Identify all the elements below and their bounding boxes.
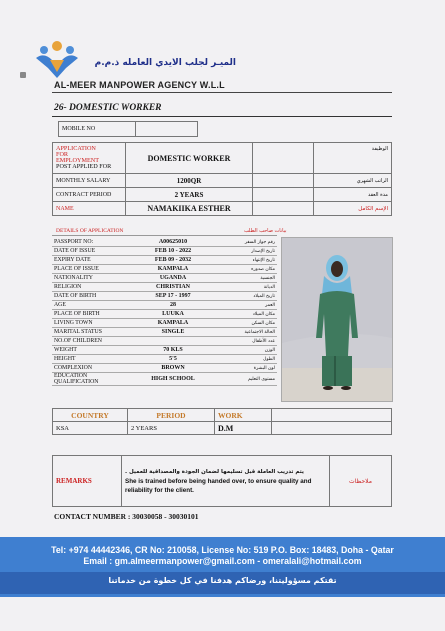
footer-address: Tel: +974 44442346, CR No: 210058, License No: 519 P.O. Box: 18483, Doha - Qatar [51,545,394,555]
detail-label-ar: مكان السكن [218,319,277,328]
detail-label-ar: تاريخ الإنتهاء [218,256,277,265]
detail-row [52,274,277,283]
footer-email: Email : gm.almeermanpower@gmail.com - omeralali@hotmail.com [83,556,362,566]
footer-slogan: تقتكم مسؤوليتنا، ورضاكم هدفنا في كل خطوة من خدماتنا [108,576,337,585]
detail-label-ar: الطول [218,355,277,364]
detail-value: 28 [128,301,218,310]
mobile-label: MOBILE NO [59,122,136,137]
detail-label-ar: عدد الأطفال [218,337,277,346]
detail-row [52,337,277,346]
remarks-label-ar: ملاحظات [330,456,392,507]
detail-label-ar: مكان الميلاد [218,310,277,319]
detail-label-ar: رقم جواز السفر [218,238,277,247]
detail-row [52,265,277,274]
detail-label-ar: مكان صدوره [218,265,277,274]
detail-value: 5'5 [128,355,218,364]
remarks-text-en: She is trained before being handed over, to ensure quality and reliability for the client. [125,477,312,494]
detail-label: PLACE OF ISSUE [52,265,128,274]
detail-label: NO.OF CHILDREN [52,337,128,346]
detail-value: KAMPALA [128,265,218,274]
application-label-line3: EMPLOYMENT [56,157,99,164]
experience-table [52,408,392,435]
remarks-text-ar: يتم تدريب العاملة قبل تسليمها لضمان الجودة والمصداقية للعميل . [125,468,304,475]
application-label-line2: FOR [56,151,69,158]
mobile-value [136,122,198,137]
detail-label: WEIGHT [52,346,128,355]
agency-name-arabic: الميـر لجلب الايدي العامله ذ.م.م [94,58,236,68]
agency-name-english: AL-MEER MANPOWER AGENCY W.L.L [54,80,225,90]
position-value: DOMESTIC WORKER [126,143,253,174]
application-table [52,142,392,216]
detail-label: COMPLEXION [52,364,128,373]
detail-label: EDUCATION QUALIFICATION [52,373,128,386]
salary-value: 1200QR [126,174,253,188]
country-value: KSA [53,422,128,435]
detail-row [52,292,277,301]
detail-label: PASSPORT NO: [52,238,128,247]
detail-label-ar: لون البشرة [218,364,277,373]
detail-row [52,364,277,373]
details-header: DETAILS OF APPLICATION [56,228,124,234]
salary-label-ar: الراتب الشهري [314,174,392,188]
contract-value: 2 YEARS [126,188,253,202]
application-label-line1: APPLICATION [56,145,96,152]
mobile-table [58,121,198,137]
contact-number: CONTACT NUMBER : 30030058 - 30030101 [54,512,199,521]
detail-label-ar: الوزن [218,346,277,355]
detail-value: UGANDA [128,274,218,283]
detail-label-ar: الحالة الاجتماعية [218,328,277,337]
detail-row [52,355,277,364]
position-label-ar: الوظيفة [314,143,392,174]
application-label-line4: POST APPLIED FOR [56,163,112,170]
name-value: NAMAKIIKA ESTHER [126,202,253,216]
detail-label: DATE OF BIRTH [52,292,128,301]
detail-value: KAMPALA [128,319,218,328]
detail-row [52,256,277,265]
detail-row [52,247,277,256]
country-header: COUNTRY [53,409,128,422]
detail-value: LUUKA [128,310,218,319]
details-header-ar: بيانات صاحب الطلب [244,228,287,234]
detail-value: SINGLE [128,328,218,337]
detail-row [52,346,277,355]
section-divider [52,116,392,117]
work-value: D.M [215,422,272,435]
name-label-ar: الإسم الكامل [314,202,392,216]
remarks-text [122,456,330,507]
contract-label-ar: مدة العقد [314,188,392,202]
detail-label-ar: تاريخ الإصدار [218,247,277,256]
detail-row [52,373,277,386]
contract-label: CONTRACT PERIOD [53,188,126,202]
detail-label: AGE [52,301,128,310]
remarks-table [52,455,392,507]
detail-value: FEB 09 - 2032 [128,256,218,265]
period-header: PERIOD [128,409,215,422]
detail-row [52,328,277,337]
applicant-photo [281,237,393,402]
detail-value: FEB 10 - 2022 [128,247,218,256]
detail-label-ar: الديانة [218,283,277,292]
detail-value: BROWN [128,364,218,373]
header-bullet [20,72,26,78]
agency-logo [32,38,82,82]
detail-label: NATIONALITY [52,274,128,283]
header-divider [52,92,392,93]
detail-row [52,301,277,310]
details-table [52,238,277,386]
detail-label: PLACE OF BIRTH [52,310,128,319]
detail-row [52,238,277,247]
detail-value: HIGH SCHOOL [128,373,218,386]
salary-label: MONTHLY SALARY [53,174,126,188]
detail-label-ar: الجنسية [218,274,277,283]
detail-row [52,319,277,328]
detail-label: LIVING TOWN [52,319,128,328]
detail-label: MARITAL STATUS [52,328,128,337]
detail-label: RELIGION [52,283,128,292]
detail-value [128,337,218,346]
details-divider [52,235,277,236]
detail-value: SEP 17 - 1997 [128,292,218,301]
section-title: 26- DOMESTIC WORKER [54,103,162,113]
detail-label: EXPIRY DATE [52,256,128,265]
detail-label: HEIGHT [52,355,128,364]
detail-label-ar: تاريخ الميلاد [218,292,277,301]
remarks-label: REMARKS [53,456,122,507]
name-label: NAME [53,202,126,216]
application-label [53,143,126,174]
period-value: 2 YEARS [128,422,215,435]
detail-value: A00625010 [128,238,218,247]
detail-value: 70 KLS [128,346,218,355]
detail-label-ar: العمر [218,301,277,310]
detail-label: DATE OF ISSUE [52,247,128,256]
detail-label-ar: مستوى التعليم [218,373,277,386]
detail-row [52,283,277,292]
detail-row [52,310,277,319]
detail-value: CHRISTIAN [128,283,218,292]
work-header: WORK [215,409,272,422]
